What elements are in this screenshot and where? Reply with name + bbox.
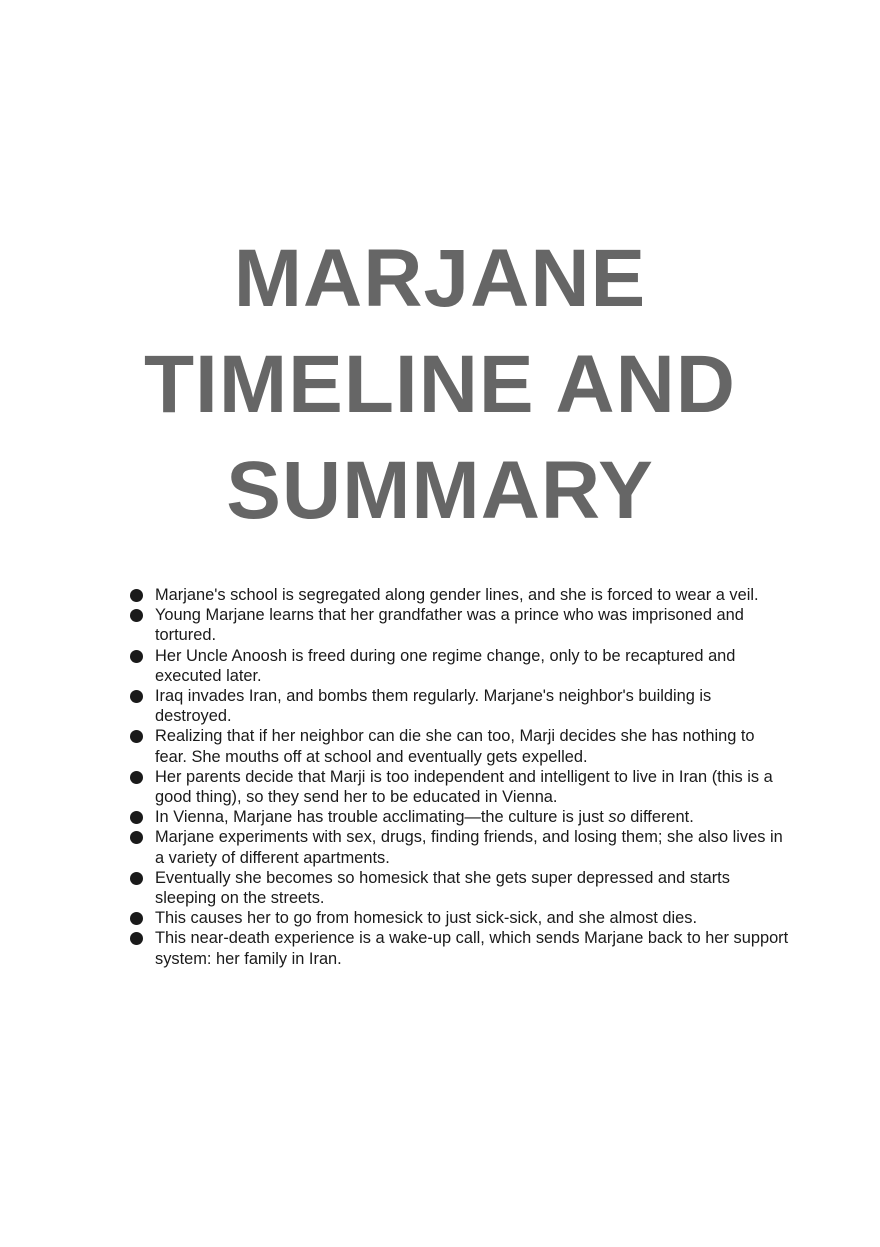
- bullet-dot-icon: [130, 831, 143, 844]
- bullet-dot-icon: [130, 912, 143, 925]
- bullet-dot-icon: [130, 650, 143, 663]
- page-title: [0, 226, 880, 544]
- bullet-dot-icon: [130, 771, 143, 784]
- list-item: [130, 908, 790, 928]
- list-item: [130, 928, 790, 968]
- list-item: [130, 605, 790, 645]
- list-item-text: This near-death experience is a wake-up call, which sends Marjane back to her support system: her family in Iran.: [155, 929, 789, 968]
- list-item-text: [155, 808, 694, 826]
- bullet-dot-icon: [130, 609, 143, 622]
- list-item: [130, 585, 790, 605]
- bullet-dot-icon: [130, 811, 143, 824]
- list-item: [130, 646, 790, 686]
- title-line-2: TIMELINE AND: [143, 339, 737, 430]
- bullet-dot-icon: [130, 589, 143, 602]
- list-item-text: Iraq invades Iran, and bombs them regularly. Marjane's neighbor's building is destroyed.: [155, 687, 712, 726]
- bullet-dot-icon: [130, 690, 143, 703]
- list-item: [130, 767, 790, 807]
- list-item: [130, 827, 790, 867]
- title-line-1: MARJANE: [233, 233, 647, 324]
- list-item: [130, 868, 790, 908]
- list-item-emphasis: so: [608, 808, 626, 827]
- list-item-text: Her parents decide that Marji is too independent and intelligent to live in Iran (this is a good thing), so they send her to be educated in Vienna.: [155, 767, 773, 807]
- bullet-dot-icon: [130, 730, 143, 743]
- bullet-dot-icon: [130, 932, 143, 945]
- list-item: [130, 686, 790, 726]
- list-item-text: Young Marjane learns that her grandfather was a prince who was imprisoned and tortured.: [155, 606, 744, 645]
- list-item-text-before: In Vienna, Marjane has trouble acclimating—the culture is just: [155, 808, 609, 827]
- list-item-text: Marjane's school is segregated along gender lines, and she is forced to wear a veil.: [155, 586, 759, 604]
- summary-bullet-list: [130, 585, 790, 969]
- list-item: [130, 726, 790, 766]
- list-item-text: Eventually she becomes so homesick that she gets super depressed and starts sleeping on the streets.: [155, 868, 730, 908]
- list-item-text: This causes her to go from homesick to just sick-sick, and she almost dies.: [155, 909, 698, 928]
- list-item-text: Her Uncle Anoosh is freed during one regime change, only to be recaptured and executed later.: [155, 646, 736, 685]
- list-item-text: Realizing that if her neighbor can die she can too, Marji decides she has nothing to fear. She mouths off at school and eventually gets expelled.: [155, 727, 755, 766]
- list-item-text: Marjane experiments with sex, drugs, finding friends, and losing them; she also lives in a variety of different apartments.: [155, 828, 783, 867]
- title-line-3: SUMMARY: [226, 445, 654, 536]
- list-item: [130, 807, 790, 827]
- bullet-dot-icon: [130, 872, 143, 885]
- list-item-text-after: different.: [625, 808, 694, 827]
